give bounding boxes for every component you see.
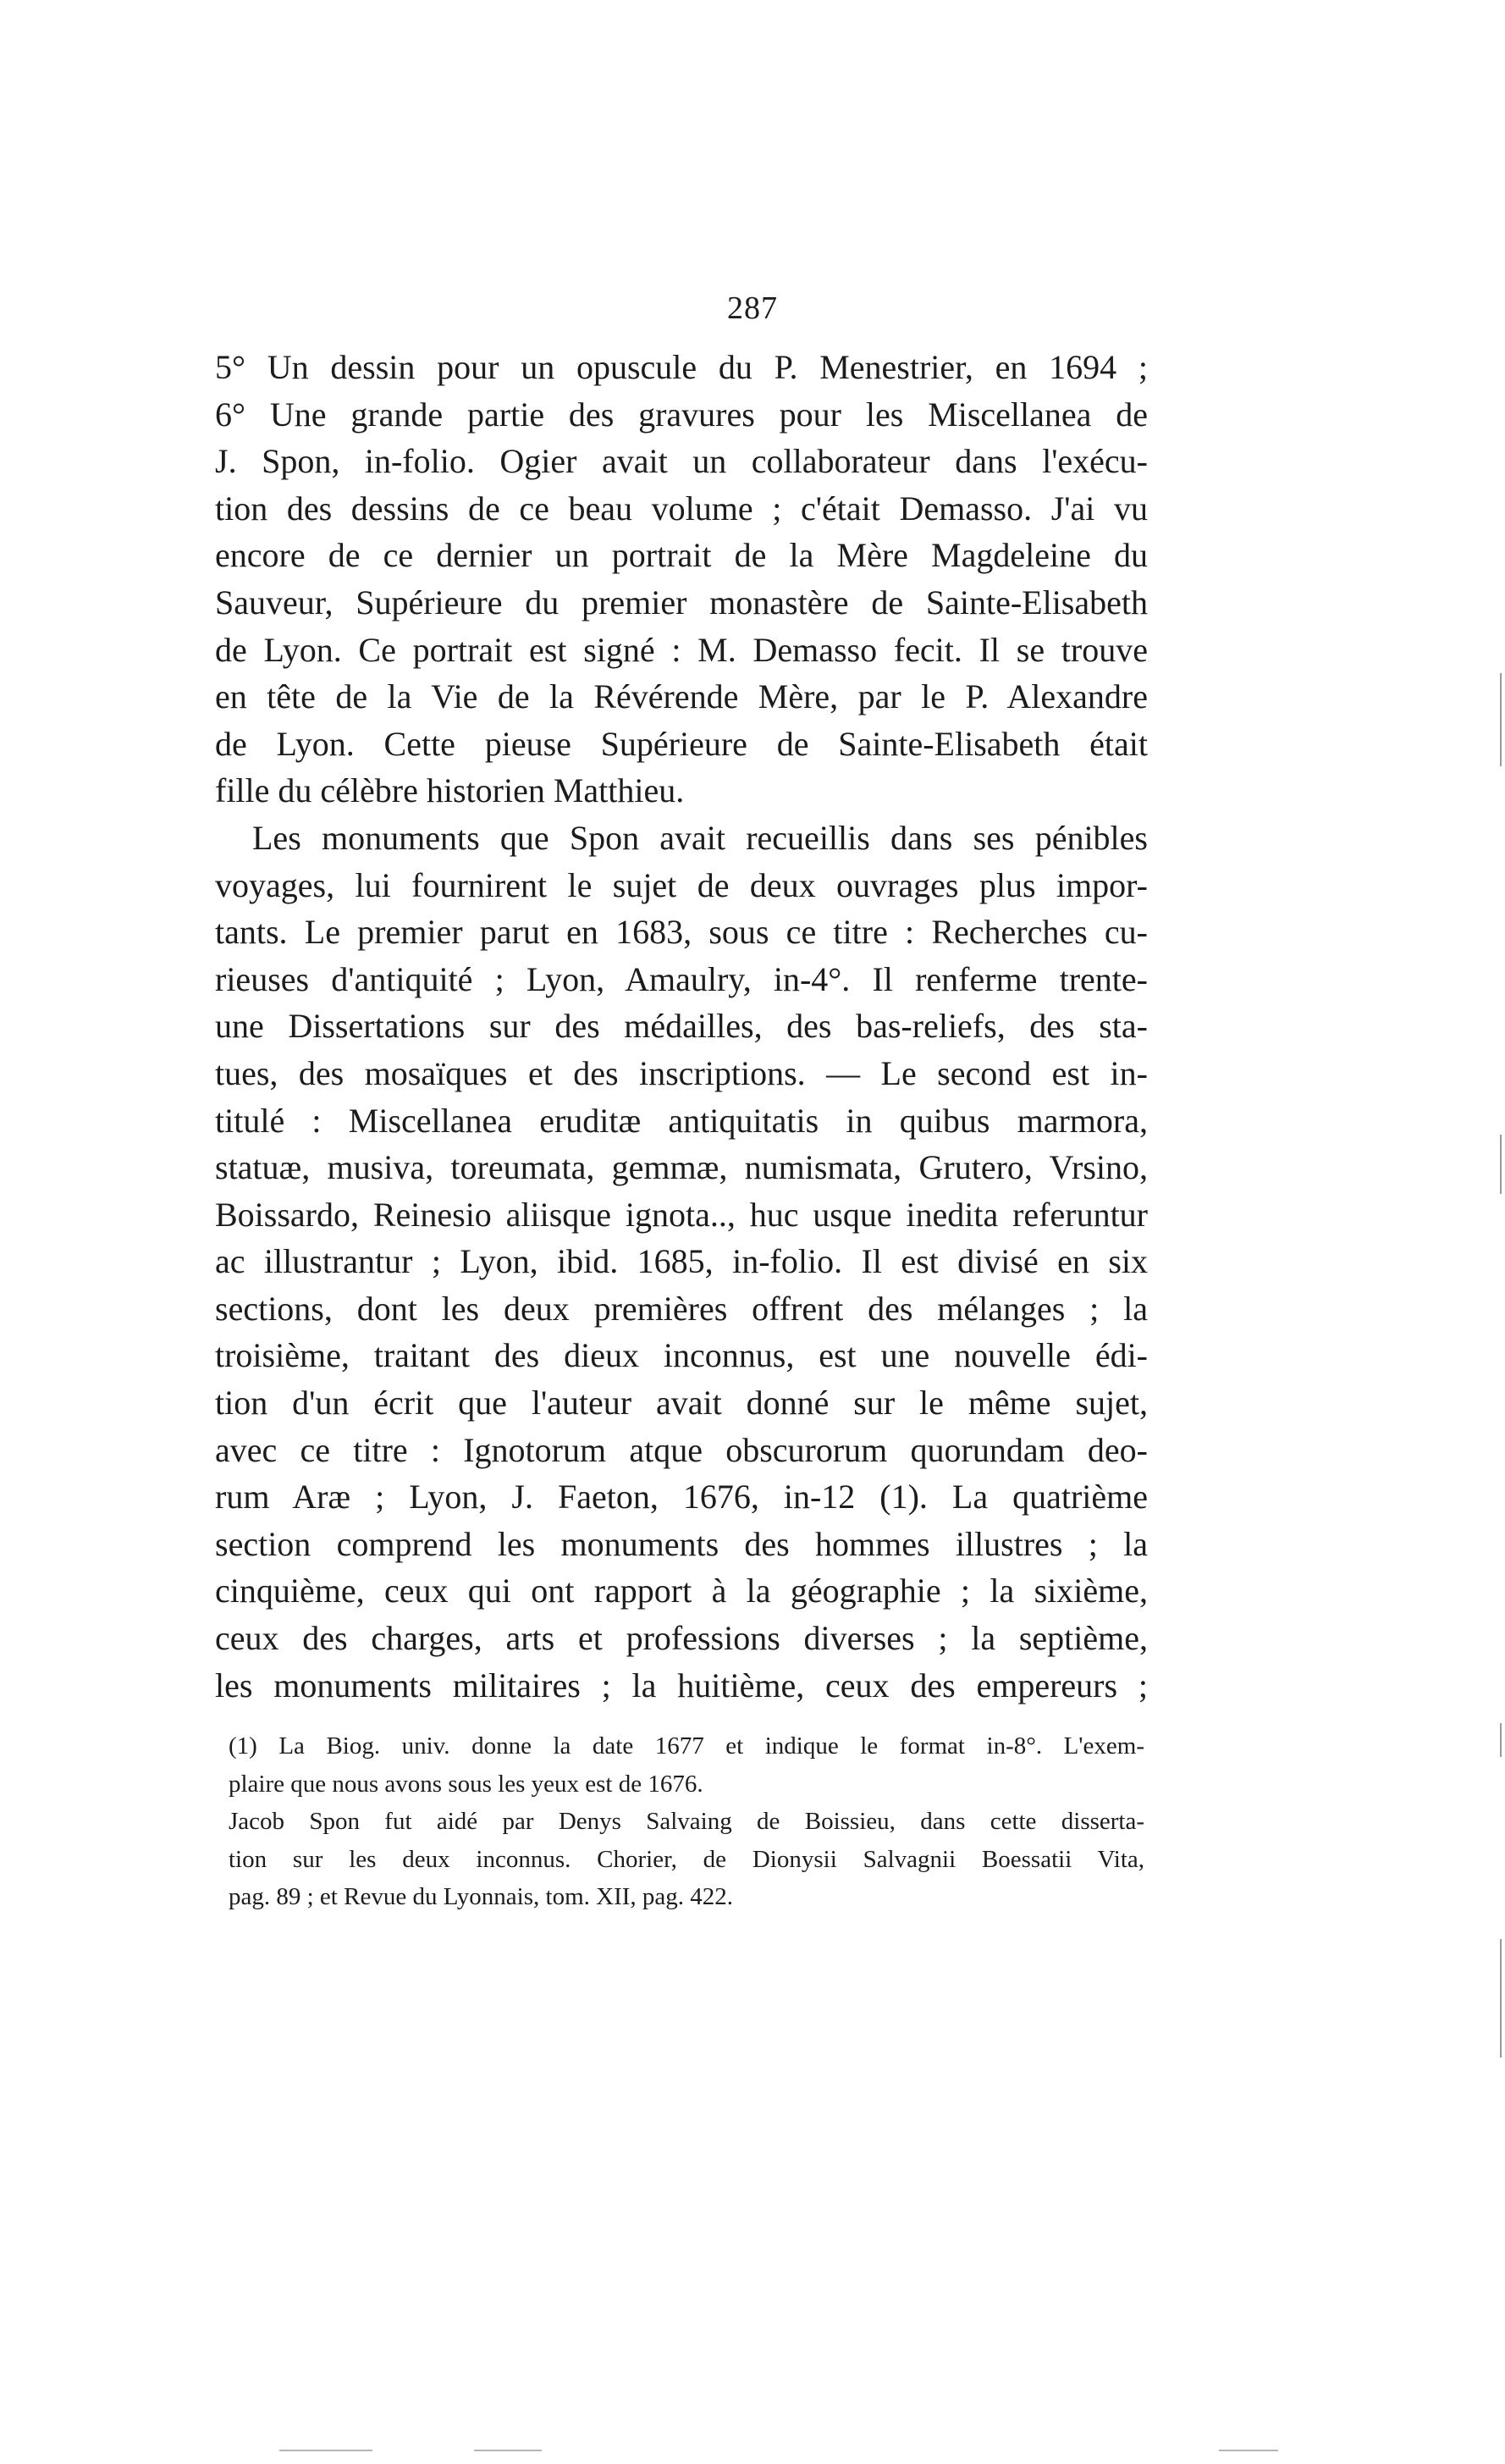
text-line: 6° Une grande partie des gravures pour les Miscellanea de [215, 395, 1148, 434]
text-line: tion d'un écrit que l'auteur avait donné sur le même sujet, [215, 1384, 1148, 1423]
text-line: en tête de la Vie de la Révérende Mère, par le P. Alexandre [215, 677, 1148, 716]
text-line: 5° Un dessin pour un opuscule du P. Menestrier, en 1694 ; [215, 348, 1148, 386]
text-line: tues, des mosaïques et des inscriptions. — Le second est in- [215, 1053, 1148, 1092]
scan-edge-mark [1500, 1723, 1502, 1757]
paragraph-1 [215, 344, 1148, 815]
text-line: Les monuments que Spon avait recueillis dans ses pénibles [252, 818, 1148, 857]
text-line: section comprend les monuments des hommes illustres ; la [215, 1524, 1148, 1563]
scan-bottom-mark [474, 2450, 542, 2451]
text-line: de Lyon. Cette pieuse Supérieure de Sainte-Elisabeth était [215, 724, 1148, 763]
footnote-line: pag. 89 ; et Revue du Lyonnais, tom. XII, pag. 422. [229, 1883, 734, 1910]
text-line: encore de ce dernier un portrait de la Mère Magdeleine du [215, 536, 1148, 575]
footnote-line: tion sur les deux inconnus. Chorier, de Dionysii Salvagnii Boessatii Vita, [229, 1845, 1144, 1873]
footnote-line: Jacob Spon fut aidé par Denys Salvaing de Boissieu, dans cette disserta- [229, 1808, 1144, 1835]
text-line: de Lyon. Ce portrait est signé : M. Demasso fecit. Il se trouve [215, 630, 1148, 669]
text-line: rieuses d'antiquité ; Lyon, Amaulry, in-4°. Il renferme trente- [215, 959, 1148, 998]
scan-edge-mark [1500, 1135, 1502, 1194]
paragraph-2 [215, 815, 1148, 1709]
scan-bottom-mark [279, 2450, 372, 2451]
text-line: statuæ, musiva, toreumata, gemmæ, numismata, Grutero, Vrsino, [215, 1148, 1148, 1187]
scan-edge-mark [1500, 673, 1502, 766]
text-line: tion des dessins de ce beau volume ; c'était Demasso. J'ai vu [215, 489, 1148, 528]
text-line: Boissardo, Reinesio aliisque ignota.., huc usque inedita referuntur [215, 1195, 1148, 1234]
text-line: cinquième, ceux qui ont rapport à la géographie ; la sixième, [215, 1572, 1148, 1610]
text-line: ceux des charges, arts et professions diverses ; la septième, [215, 1619, 1148, 1658]
text-line: rum Aræ ; Lyon, J. Faeton, 1676, in-12 (1). La quatrième [215, 1478, 1148, 1517]
text-line: troisième, traitant des dieux inconnus, est une nouvelle édi- [215, 1336, 1148, 1375]
scan-edge-mark [1500, 1939, 1502, 2058]
text-line: les monuments militaires ; la huitième, ceux des empereurs ; [215, 1666, 1148, 1704]
page-number: 287 [727, 290, 778, 326]
footnotes [229, 1727, 1144, 1916]
text-line: avec ce titre : Ignotorum atque obscurorum quorundam deo- [215, 1430, 1148, 1469]
footnote-line: plaire que nous avons sous les yeux est de 1676. [229, 1770, 703, 1798]
scan-bottom-mark [1219, 2450, 1278, 2451]
text-line: fille du célèbre historien Matthieu. [215, 771, 685, 810]
main-text [215, 344, 1148, 1709]
footnote-line: (1) La Biog. univ. donne la date 1677 et indique le format in-8°. L'exem- [229, 1732, 1144, 1760]
text-line: sections, dont les deux premières offrent des mélanges ; la [215, 1289, 1148, 1328]
text-line: voyages, lui fournirent le sujet de deux ouvrages plus impor- [215, 865, 1148, 904]
text-line: une Dissertations sur des médailles, des bas-reliefs, des sta- [215, 1007, 1148, 1046]
text-line: J. Spon, in-folio. Ogier avait un collaborateur dans l'exécu- [215, 442, 1148, 481]
text-line: Sauveur, Supérieure du premier monastère de Sainte-Elisabeth [215, 583, 1148, 622]
text-line: tants. Le premier parut en 1683, sous ce titre : Recherches cu- [215, 913, 1148, 952]
text-line: titulé : Miscellanea eruditæ antiquitatis in quibus marmora, [215, 1101, 1148, 1140]
text-line: ac illustrantur ; Lyon, ibid. 1685, in-folio. Il est divisé en six [215, 1242, 1148, 1281]
